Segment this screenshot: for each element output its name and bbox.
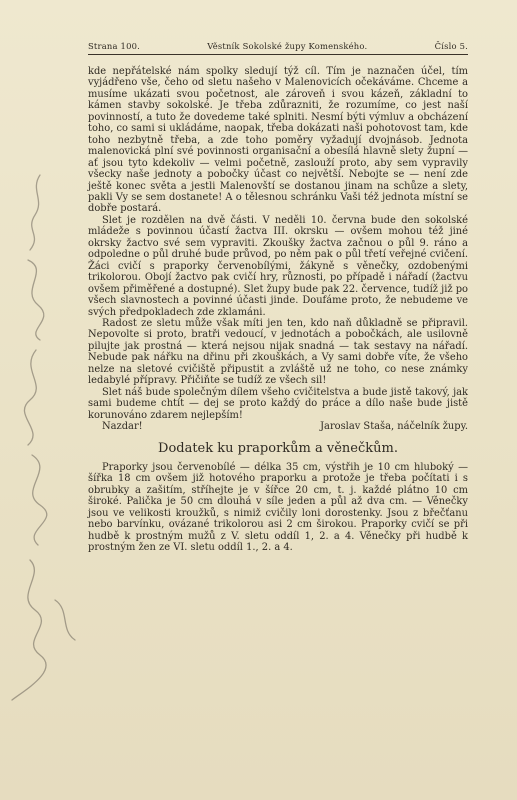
paragraph-4: Slet náš bude společným dílem všeho cvičitelstva a bude jistě takový, jak sami budeme chtít — dej se proto každý do práce a dílo naše bude jistě korunováno zdarem nejlepším! (88, 386, 468, 421)
supplement-paragraph: Praporky jsou červenobílé — délka 35 cm, výstřih je 10 cm hluboký — šířka 18 cm ovšem již hotového praporku a protože je třeba počítati i s obrubky a zašitím, stříhejte je v šířce 20 cm, t. j. každé plátno 10 cm široké. Palička je 50 cm dlouhá v síle jeden a půl až dva cm. — Věnečky jsou ve velikosti kroužků, s nimiž cvičily loni dorostenky. Jsou z břečťanu nebo barvínku, ovázané trikolorou asi 2 cm širokou. Praporky cvičí se při hudbě k prostným mužů z V. sletu oddíl 1, 2. a 4. Věnečky při hudbě k prostným žen ze VI. sletu oddíl 1., 2. a 4. (88, 461, 468, 554)
page-number: Strana 100. (88, 41, 140, 51)
signature: Jaroslav Staša, náčelník župy. (320, 421, 468, 433)
journal-title: Věstník Sokolské župy Komenského. (207, 41, 368, 51)
greeting: Nazdar! (102, 421, 143, 433)
main-text (88, 66, 468, 554)
paragraph-3: Radost ze sletu může však míti jen ten, kdo naň důkladně se připravil. Nepovolte si proto, bratři vedoucí, v jednotách a pobočkách, ale usilovně pilujte jak prostná — která nejsou nijak snadná — tak sestavy na nářadí. Nebude pak nářku na dřinu při zkouškách, a Vy sami dobře víte, že všeho nelze na sletové cvičiště připustit a zvláště už ne toho, co nese známky ledabylé přípravy. Přičiňte se tudíž ze všech sil! (88, 317, 468, 387)
signature-line (88, 421, 468, 432)
paragraph-1: kde nepřátelské nám spolky sledují týž cíl. Tím je naznačen účel, tím vyjádřeno vše, čeho od sletu našeho v Malenovicích očekáváme. Chceme a musíme ukázati svou početnost, ale zároveň i svou kázeň, základní to kámen stavby sokolské. Je třeba zdůrazniti, že rozumíme, co jest naší povinností, a tuto že dovedeme také splniti. Nesmí býti výmluv a obcházení toho, co sami si ukládáme, naopak, třeba dokázati naši pohotovost tam, kde toho nezbytně třeba, a zde toho poměry vyžadují dvojnásob. Jednota malenovická plní své povinnosti organisační a obesílá hlavně slety župní — ať jsou tyto kdekoliv — velmi početně, zaslouží proto, aby sem vypravily všecky naše jednoty a pobočky účast co největší. Nebojte se — není zde ještě konec světa a jestli Malenovští se dostanou jinam na schůze a slety, pakli Vy se sem dostanete! A o tělesnou schránku Vaši též jednota místní se dobře postará. (88, 66, 468, 215)
running-header (88, 41, 468, 55)
issue-number: Číslo 5. (434, 41, 468, 51)
paragraph-2: Slet je rozdělen na dvě části. V neděli 10. června bude den sokolské mládeže s povinnou účastí žactva III. okrsku — ovšem mohou též jiné okrsky žactvo své sem vypraviti. Zkoušky žactva začnou o půl 9. ráno a odpoledne o půl druhé bude průvod, po něm pak o půl třetí veřejné cvičení. Žáci cvičí s praporky červenobílými, žákyně s věnečky, ozdobenými trikolorou. Obojí žactvo pak cvičí hry, různosti, po případě i nářadí (žactvu ovšem přiměřené a dostupné). Slet župy bude pak 22. července, tudíž již po všech slavnostech a povinné účasti jinde. Doufáme proto, že nebudeme ve svých předpokladech zde zklamáni. (88, 214, 468, 318)
section-title: Dodatek ku praporkům a věnečkům. (158, 440, 398, 456)
